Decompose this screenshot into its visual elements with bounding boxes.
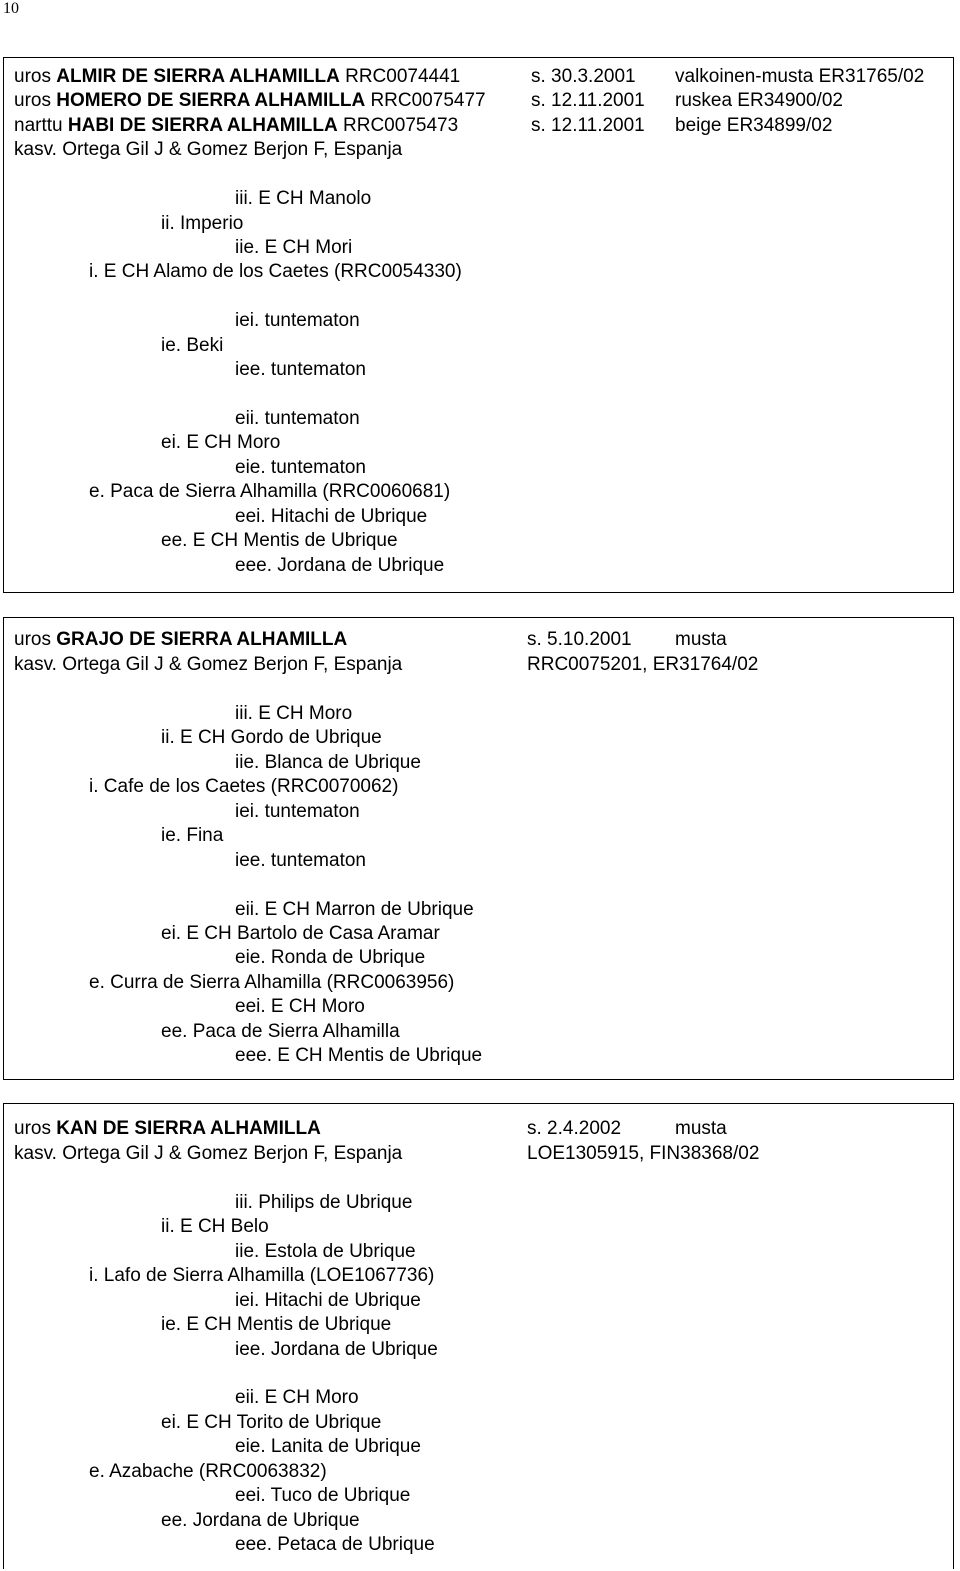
color: musta	[675, 1118, 727, 1139]
pedigree-iei: iei. tuntematon	[235, 801, 360, 822]
dog-entry-almir: uros ALMIR DE SIERRA ALHAMILLA RRC0074441	[14, 66, 461, 87]
page-number: 10	[3, 0, 19, 17]
pedigree-iie: iie. Blanca de Ubrique	[235, 752, 421, 773]
pedigree-dam: e. Curra de Sierra Alhamilla (RRC0063956)	[89, 972, 455, 993]
pedigree-ei: ei. E CH Bartolo de Casa Aramar	[161, 923, 440, 944]
color-reg: beige ER34899/02	[675, 115, 833, 136]
pedigree-eee: eee. E CH Mentis de Ubrique	[235, 1045, 483, 1066]
color: musta	[675, 629, 727, 650]
registration: LOE1305915, FIN38368/02	[527, 1143, 760, 1164]
pedigree-eei: eei. Tuco de Ubrique	[235, 1485, 411, 1506]
color-reg: valkoinen-musta ER31765/02	[675, 66, 925, 87]
pedigree-eie: eie. Ronda de Ubrique	[235, 947, 426, 968]
pedigree-sire: i. Cafe de los Caetes (RRC0070062)	[89, 776, 399, 797]
pedigree-ee: ee. Paca de Sierra Alhamilla	[161, 1021, 400, 1042]
pedigree-ee: ee. Jordana de Ubrique	[161, 1510, 360, 1531]
pedigree-iii: iii. E CH Manolo	[235, 188, 372, 209]
pedigree-eee: eee. Jordana de Ubrique	[235, 555, 445, 576]
pedigree-ei: ei. E CH Moro	[161, 432, 281, 453]
pedigree-eei: eei. Hitachi de Ubrique	[235, 506, 428, 527]
dog-entry-habi: narttu HABI DE SIERRA ALHAMILLA RRC0075473	[14, 115, 459, 136]
pedigree-ii: ii. Imperio	[161, 213, 244, 234]
pedigree-eii: eii. tuntematon	[235, 408, 360, 429]
birth-date: s. 2.4.2002	[527, 1118, 622, 1139]
registration: RRC0075201, ER31764/02	[527, 654, 759, 675]
pedigree-iei: iei. tuntematon	[235, 310, 360, 331]
breeder: kasv. Ortega Gil J & Gomez Berjon F, Espanja	[14, 1143, 403, 1164]
pedigree-iie: iie. E CH Mori	[235, 237, 353, 258]
pedigree-eii: eii. E CH Marron de Ubrique	[235, 899, 474, 920]
litter-box-3	[3, 1103, 954, 1569]
pedigree-ie: ie. Beki	[161, 335, 224, 356]
breeder: kasv. Ortega Gil J & Gomez Berjon F, Espanja	[14, 139, 403, 160]
pedigree-iee: iee. tuntematon	[235, 850, 366, 871]
pedigree-iii: iii. Philips de Ubrique	[235, 1192, 413, 1213]
pedigree-ie: ie. Fina	[161, 825, 224, 846]
litter-box-2	[3, 617, 954, 1080]
pedigree-iee: iee. tuntematon	[235, 359, 366, 380]
pedigree-dam: e. Azabache (RRC0063832)	[89, 1461, 327, 1482]
pedigree-iii: iii. E CH Moro	[235, 703, 353, 724]
pedigree-sire: i. Lafo de Sierra Alhamilla (LOE1067736)	[89, 1265, 435, 1286]
pedigree-sire: i. E CH Alamo de los Caetes (RRC0054330)	[89, 261, 462, 282]
pedigree-eei: eei. E CH Moro	[235, 996, 365, 1017]
pedigree-ii: ii. E CH Gordo de Ubrique	[161, 727, 382, 748]
pedigree-ii: ii. E CH Belo	[161, 1216, 269, 1237]
birth-date: s. 5.10.2001	[527, 629, 632, 650]
pedigree-eie: eie. tuntematon	[235, 457, 366, 478]
litter-box-1	[3, 57, 954, 593]
pedigree-ee: ee. E CH Mentis de Ubrique	[161, 530, 398, 551]
breeder: kasv. Ortega Gil J & Gomez Berjon F, Espanja	[14, 654, 403, 675]
pedigree-iie: iie. Estola de Ubrique	[235, 1241, 416, 1262]
pedigree-eee: eee. Petaca de Ubrique	[235, 1534, 435, 1555]
birth-date: s. 12.11.2001	[531, 90, 645, 111]
birth-date: s. 30.3.2001	[531, 66, 636, 87]
dog-entry-grajo: uros GRAJO DE SIERRA ALHAMILLA	[14, 629, 348, 650]
pedigree-eie: eie. Lanita de Ubrique	[235, 1436, 421, 1457]
dog-entry-kan: uros KAN DE SIERRA ALHAMILLA	[14, 1118, 321, 1139]
pedigree-iee: iee. Jordana de Ubrique	[235, 1339, 438, 1360]
birth-date: s. 12.11.2001	[531, 115, 645, 136]
color-reg: ruskea ER34900/02	[675, 90, 843, 111]
pedigree-ei: ei. E CH Torito de Ubrique	[161, 1412, 382, 1433]
pedigree-dam: e. Paca de Sierra Alhamilla (RRC0060681)	[89, 481, 451, 502]
dog-entry-homero: uros HOMERO DE SIERRA ALHAMILLA RRC0075477	[14, 90, 486, 111]
pedigree-ie: ie. E CH Mentis de Ubrique	[161, 1314, 392, 1335]
pedigree-eii: eii. E CH Moro	[235, 1387, 359, 1408]
pedigree-iei: iei. Hitachi de Ubrique	[235, 1290, 421, 1311]
